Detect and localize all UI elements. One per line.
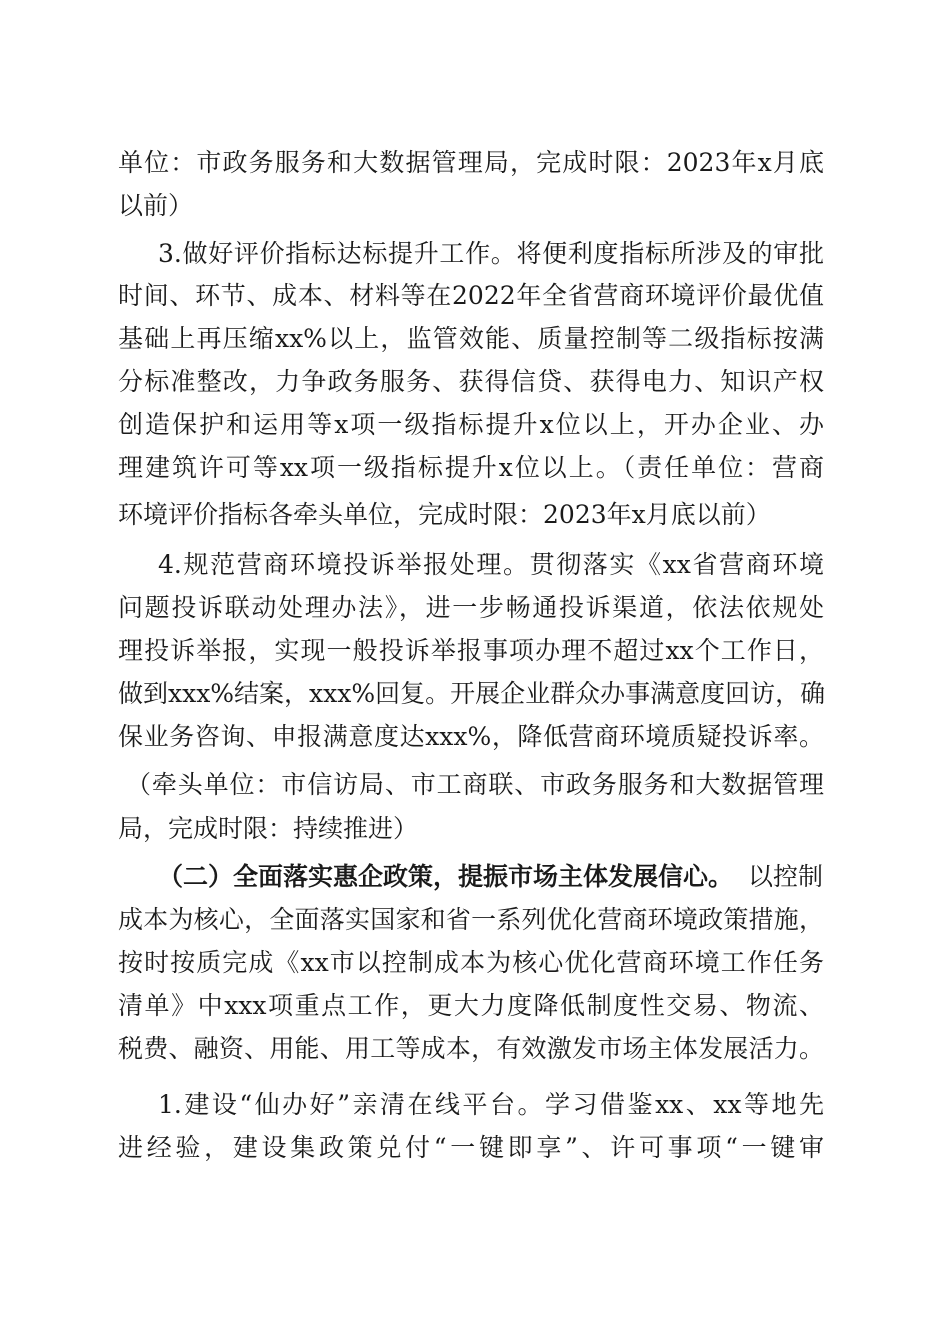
text-line: 环境评价指标各牵头单位，完成时限：2023年x月底以前） (118, 500, 771, 529)
text-line: 基础上再压缩xx%以上，监管效能、质量控制等二级指标按满 (118, 324, 824, 353)
text-line: 问题投诉联动处理办法》，进一步畅通投诉渠道，依法依规处 (118, 593, 824, 622)
text-line: 4.规范营商环境投诉举报处理。贯彻落实《xx省营商环境 (158, 550, 824, 579)
text-line: 时间、环节、成本、材料等在2022年全省营商环境评价最优值 (118, 281, 824, 310)
text-line: 做到xxx%结案，xxx%回复。开展企业群众办事满意度回访，确 (118, 679, 826, 708)
text-line: 1.建设“仙办好”亲清在线平台。学习借鉴xx、xx等地先 (158, 1090, 824, 1119)
section-heading: （二）全面落实惠企政策，提振市场主体发展信心。 (158, 862, 734, 891)
text-line: 以控制 (748, 862, 824, 891)
text-line: 理建筑许可等xx项一级指标提升x位以上。（责任单位：营商 (118, 453, 824, 482)
text-line: 以前） (118, 191, 194, 220)
text-line: 局，完成时限：持续推进） (118, 814, 419, 843)
text-line: 单位：市政务服务和大数据管理局，完成时限：2023年x月底 (118, 148, 824, 177)
text-line: 保业务咨询、申报满意度达xxx%，降低营商环境质疑投诉率。 (118, 722, 824, 751)
text-line: 按时按质完成《xx市以控制成本为核心优化营商环境工作任务 (118, 948, 824, 977)
text-line: 理投诉举报，实现一般投诉举报事项办理不超过xx个工作日， (118, 636, 824, 665)
text-line: 创造保护和运用等x项一级指标提升x位以上，开办企业、办 (118, 410, 824, 439)
text-line: 分标准整改，力争政务服务、获得信贷、获得电力、知识产权 (118, 367, 824, 396)
text-line: （牵头单位：市信访局、市工商联、市政务服务和大数据管理 (126, 770, 824, 799)
text-line: 3.做好评价指标达标提升工作。将便利度指标所涉及的审批 (158, 239, 824, 268)
text-line: 成本为核心，全面落实国家和省一系列优化营商环境政策措施， (118, 905, 824, 934)
text-line: 进经验，建设集政策兑付“一键即享”、许可事项“一键审 (118, 1133, 824, 1162)
text-line: 税费、融资、用能、用工等成本，有效激发市场主体发展活力。 (118, 1034, 824, 1063)
text-line: 清单》中xxx项重点工作，更大力度降低制度性交易、物流、 (118, 991, 824, 1020)
